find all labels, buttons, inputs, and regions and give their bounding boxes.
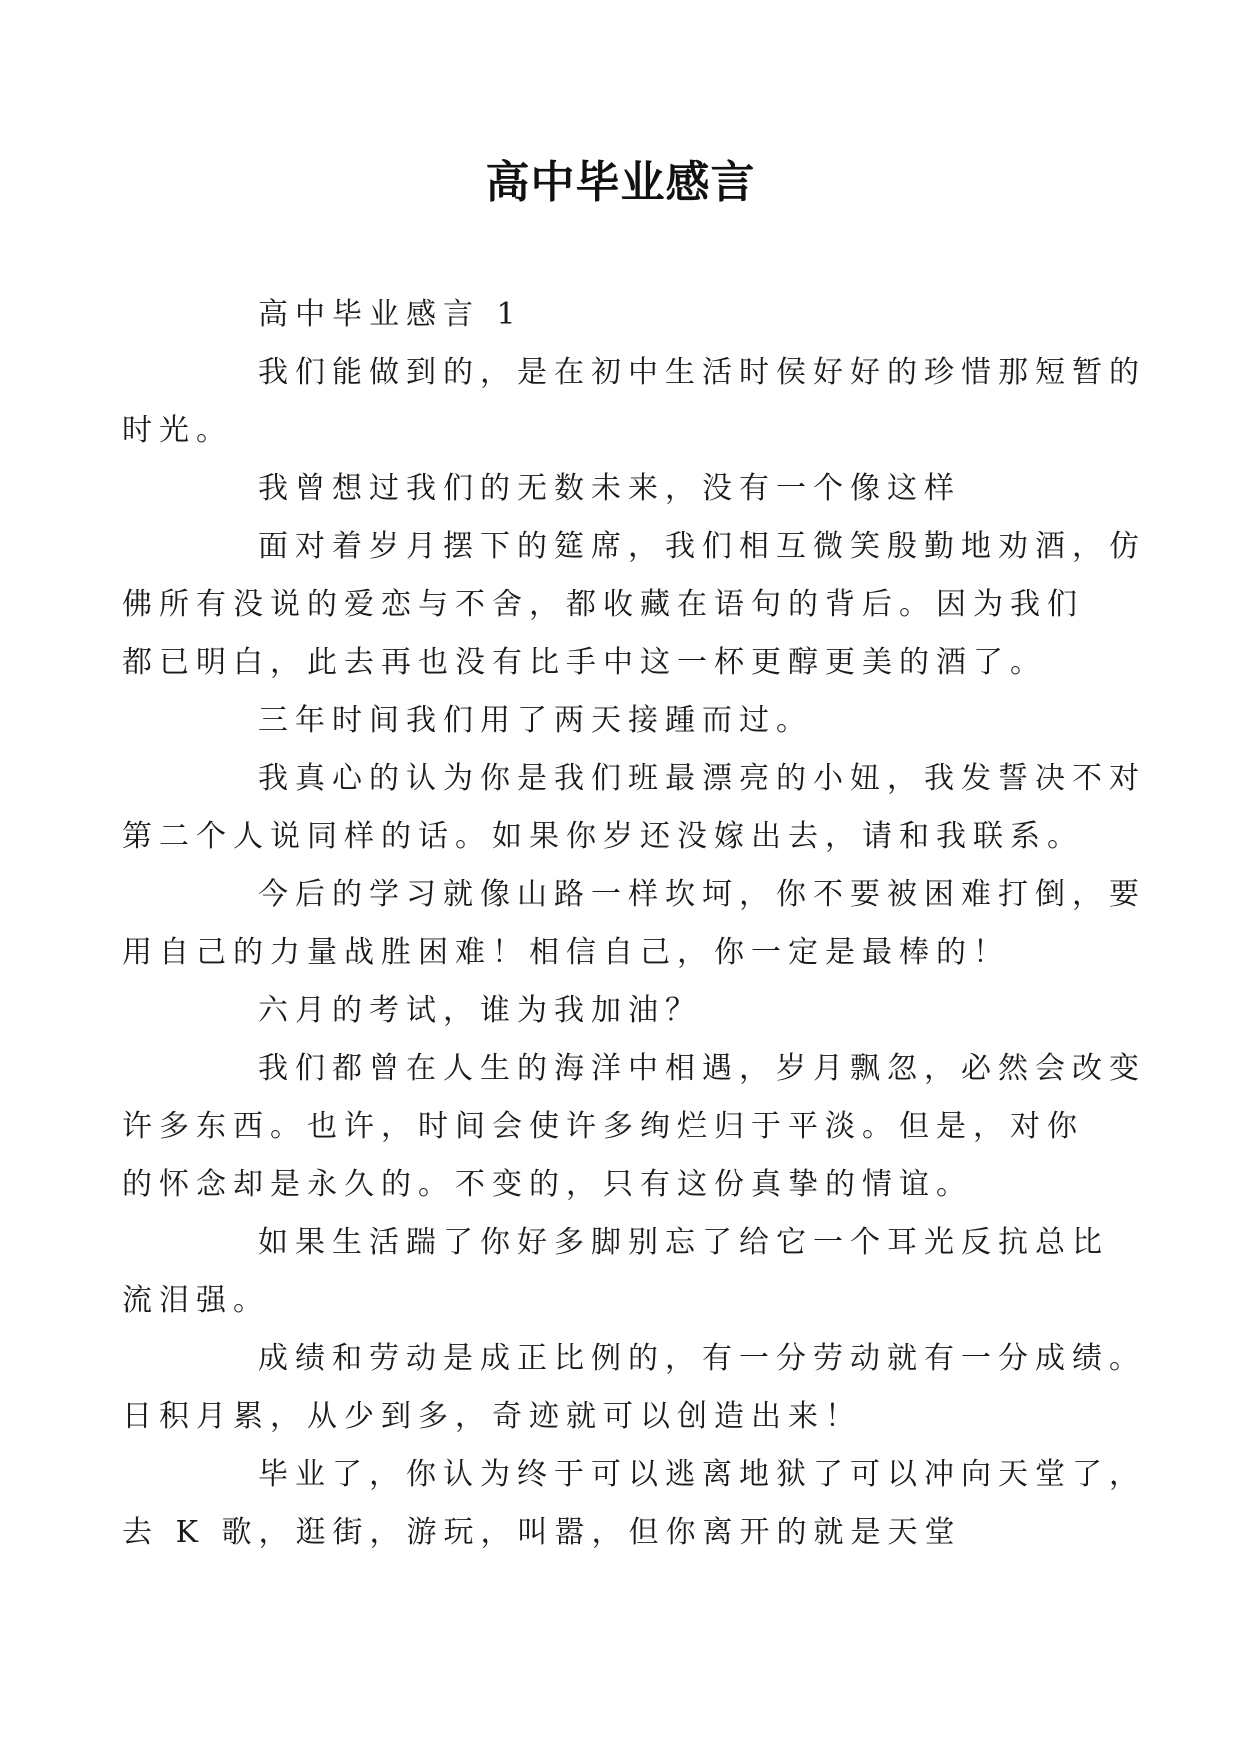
paragraph-line: 毕业了，你认为终于可以逃离地狱了可以冲向天堂了， bbox=[258, 1457, 1146, 1492]
paragraph-line: 第二个人说同样的话。如果你岁还没嫁出去，请和我联系。 bbox=[122, 819, 1084, 854]
paragraph bbox=[190, 460, 1060, 518]
paragraph-line: 佛所有没说的爱恋与不舍，都收藏在语句的背后。因为我们 bbox=[122, 587, 1084, 622]
paragraph bbox=[122, 866, 1146, 982]
paragraph-line: 的怀念却是永久的。不变的，只有这份真挚的情谊。 bbox=[122, 1167, 973, 1202]
paragraph-line: 六月的考试，谁为我加油？ bbox=[258, 993, 702, 1028]
paragraph-line: 我们都曾在人生的海洋中相遇，岁月飘忽，必然会改变 bbox=[258, 1051, 1146, 1086]
document-body bbox=[122, 286, 1146, 1562]
paragraph-line: 流泪强。 bbox=[122, 1283, 270, 1318]
section-heading-text: 高中毕业感言 1 bbox=[258, 297, 523, 332]
paragraph-line: 我们能做到的，是在初中生活时侯好好的珍惜那短暂的 bbox=[258, 355, 1146, 390]
paragraph-line: 如果生活踹了你好多脚别忘了给它一个耳光反抗总比 bbox=[258, 1225, 1109, 1260]
paragraph bbox=[122, 1040, 1146, 1214]
paragraph-line: 日积月累，从少到多，奇迹就可以创造出来！ bbox=[122, 1399, 862, 1434]
section-heading bbox=[190, 286, 1060, 344]
paragraph-line: 都已明白，此去再也没有比手中这一杯更醇更美的酒了。 bbox=[122, 645, 1047, 680]
paragraph-line: 三年时间我们用了两天接踵而过。 bbox=[258, 703, 813, 738]
paragraph-line: 面对着岁月摆下的筵席，我们相互微笑殷勤地劝酒，仿 bbox=[258, 529, 1146, 564]
paragraph-line: 时光。 bbox=[122, 413, 233, 448]
document-title: 高中毕业感言 bbox=[485, 157, 756, 208]
paragraph-line: 许多东西。也许，时间会使许多绚烂归于平淡。但是，对你 bbox=[122, 1109, 1084, 1144]
paragraph bbox=[190, 692, 1060, 750]
paragraph bbox=[190, 982, 1060, 1040]
paragraph-line: 我真心的认为你是我们班最漂亮的小妞，我发誓决不对 bbox=[258, 761, 1146, 796]
paragraph-line: 成绩和劳动是成正比例的，有一分劳动就有一分成绩。 bbox=[258, 1341, 1146, 1376]
paragraph bbox=[122, 344, 1146, 460]
paragraph-line: 用自己的力量战胜困难！相信自己，你一定是最棒的！ bbox=[122, 935, 1010, 970]
paragraph-line: 去 K 歌，逛街，游玩，叫嚣，但你离开的就是天堂 bbox=[122, 1515, 962, 1550]
paragraph-line: 今后的学习就像山路一样坎坷，你不要被困难打倒，要 bbox=[258, 877, 1146, 912]
paragraph bbox=[122, 1330, 1146, 1446]
paragraph bbox=[122, 1446, 1146, 1562]
paragraph bbox=[122, 1214, 1109, 1330]
paragraph-line: 我曾想过我们的无数未来，没有一个像这样 bbox=[258, 471, 961, 506]
paragraph bbox=[122, 750, 1146, 866]
paragraph bbox=[122, 518, 1146, 692]
